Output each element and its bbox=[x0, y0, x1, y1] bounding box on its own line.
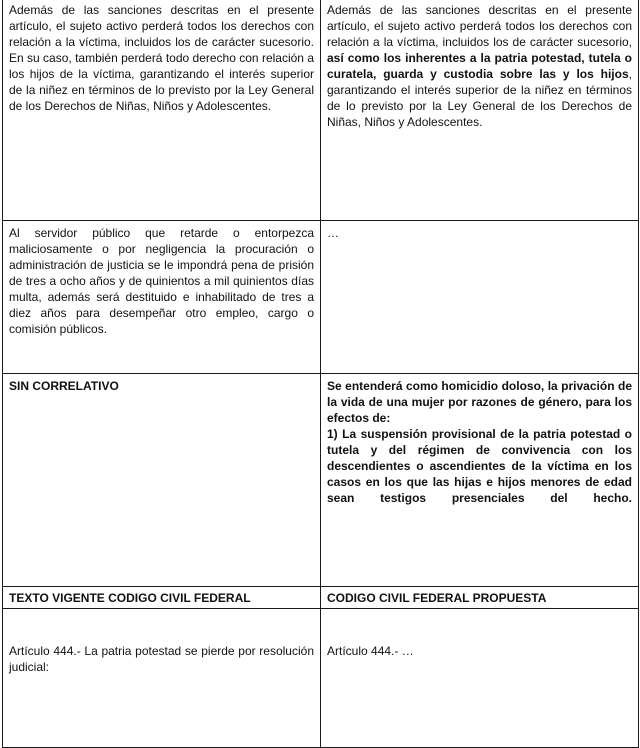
proposed-text-cell bbox=[321, 609, 639, 748]
proposed-text-paragraph: 1) La suspensión provisional de la patria potestad o tutela y del régimen de convivencia con los descendientes o ascendientes de la víctima en los casos en los que las hijas e hijos menores de edad sean testigos presenciales del hecho. bbox=[327, 427, 632, 505]
proposed-text-end: , garantizando el interés superior de la niñez en términos de lo previsto por la Ley General de los Derechos de Niñas, Niños y Adolescentes. bbox=[327, 67, 632, 129]
proposed-text-cell bbox=[321, 0, 639, 221]
current-text-paragraph: Al servidor público que retarde o entorpezca maliciosamente o por negligencia la procuración o administración de justicia se le impondrá pena de prisión de tres a ocho años y de quinientos a mil quinientos días multa, además será destituido e inhabilitado de tres a diez años para desempeñar otro empleo, cargo o comisión públicos. bbox=[9, 226, 314, 336]
table-header-row bbox=[3, 587, 639, 609]
current-text-cell bbox=[3, 609, 321, 748]
proposed-text-cell bbox=[321, 221, 639, 374]
current-text-paragraph: Además de las sanciones descritas en el presente artículo, el sujeto activo perderá todos los derechos con relación a la víctima, incluidos los de carácter sucesorio. En su caso, también perderá todo derecho con relación a los hijos de la víctima, garantizando el interés superior de la niñez en términos de lo previsto por la Ley General de los Derechos de Niñas, Niños y Adolescentes. bbox=[9, 3, 314, 113]
proposed-text-bold-insert: así como los inherentes a la patria potestad, tutela o curatela, guarda y custodia sobre las y los hijos bbox=[327, 51, 632, 81]
no-correlative-label: SIN CORRELATIVO bbox=[9, 379, 119, 393]
header-label: CODIGO CIVIL FEDERAL PROPUESTA bbox=[327, 591, 547, 605]
table-row bbox=[3, 374, 639, 587]
proposed-text-paragraph bbox=[327, 2, 632, 130]
proposed-text-ellipsis: … bbox=[327, 226, 339, 240]
column-header-current bbox=[3, 587, 321, 609]
column-header-proposed bbox=[321, 587, 639, 609]
table-row bbox=[3, 221, 639, 374]
current-text-cell bbox=[3, 0, 321, 221]
current-text-paragraph: Artículo 444.- La patria potestad se pierde por resolución judicial: bbox=[9, 644, 314, 674]
comparison-table bbox=[2, 0, 639, 748]
proposed-text-cell bbox=[321, 374, 639, 587]
table-row bbox=[3, 609, 639, 748]
current-text-cell bbox=[3, 221, 321, 374]
current-text-cell bbox=[3, 374, 321, 587]
proposed-text-paragraph: Se entenderá como homicidio doloso, la privación de la vida de una mujer por razones de género, para los efectos de: bbox=[327, 379, 632, 425]
proposed-text-paragraph: Artículo 444.- … bbox=[327, 644, 414, 658]
proposed-text-start: Además de las sanciones descritas en el presente artículo, el sujeto activo perderá todos los derechos con relación a la víctima, incluidos los de carácter sucesorio, bbox=[327, 3, 632, 49]
table-row bbox=[3, 0, 639, 221]
header-label: TEXTO VIGENTE CODIGO CIVIL FEDERAL bbox=[9, 591, 251, 605]
